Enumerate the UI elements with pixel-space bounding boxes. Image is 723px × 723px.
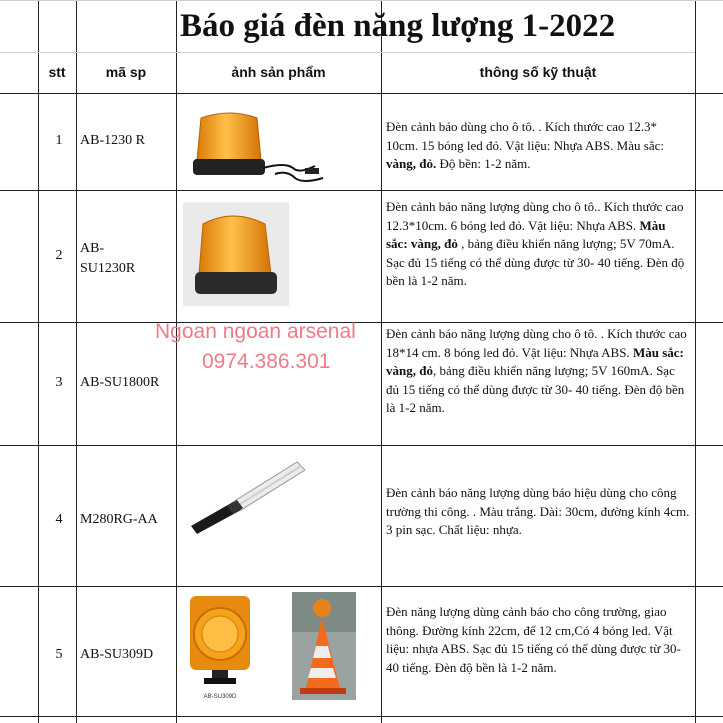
row-line [0,0,723,1]
watermark-phone: 0974.386.301 [202,350,331,373]
row-stt: 3 [55,375,63,390]
row-line [0,586,723,587]
row-stt: 4 [55,512,63,527]
row-spec: Đèn cảnh báo dùng cho ô tô. . Kích thước cao 12.3* 10cm. 15 bóng led đỏ. Vật liệu: Nhựa ABS. Màu sắc: vàng, đỏ. Độ bền: 1-2 năm. [386,119,664,171]
warning-light-image [183,202,289,306]
header-stt: stt [48,64,66,80]
col-line [695,0,696,723]
traffic-cone-image [292,592,356,700]
header-image: ảnh sản phẩm [231,64,326,80]
row-stt: 1 [55,133,63,148]
col-line [381,0,382,723]
row-spec: Đèn cảnh báo năng lượng dùng cho ô tô. . Kích thước cao 18*14 cm. 8 bóng led đỏ. Vật liệu: Nhựa ABS. Màu sắc: vàng, đỏ, bảng điều khiển năng lượng; 5V 160mA. Sạc đủ 15 tiếng có thể dùng được từ 30- 40 tiếng. Đèn độ bền là 1-2 năm. [386,326,687,415]
row-line [0,52,695,53]
row-code: M280RG-AA [80,512,158,527]
row-spec: Đèn cảnh báo năng lượng dùng cho ô tô.. Kích thước cao 12.3*10cm. 6 bóng led đỏ. Vật liệu: Nhựa ABS. Màu sắc: vàng, đỏ , bảng điều khiển năng lượng; 5V 70mA. Sạc đủ 15 tiếng có thể dùng được từ 30- 40 tiếng. Đèn độ bền là 1-2 năm. [386,199,685,288]
row-stt: 2 [55,248,63,263]
image-label: AB-SU309D [203,694,237,700]
row-code: AB-1230 R [80,133,145,148]
col-line [38,0,39,723]
road-light-image [184,592,256,702]
row-line [0,93,723,94]
row-spec: Đèn cảnh báo năng lượng dùng báo hiệu dùng cho công trường thi công. . Màu trắng. Dài: 30cm, đường kính 4cm. 3 pin sạc. Chất liệu: nhựa. [386,485,690,537]
row-stt: 5 [55,647,63,662]
header-code: mã sp [105,64,147,80]
row-line [0,445,723,446]
warning-light-image [175,104,335,186]
row-code: AB- SU1230R [80,241,136,276]
col-line [76,0,77,723]
row-line [0,190,723,191]
row-code: AB-SU309D [80,647,154,662]
row-line [0,716,723,717]
header-spec: thông số kỹ thuật [479,64,597,80]
row-line [0,322,723,323]
baton-light-image [185,456,315,538]
watermark-name: Ngoan ngoan arsenal [155,320,356,343]
page-title: Báo giá đèn năng lượng 1-2022 [180,8,616,44]
row-code: AB-SU1800R [80,375,160,390]
row-spec: Đèn năng lượng dùng cảnh báo cho công trường, giao thông. Đường kính 22cm, đế 12 cm,Có 4 bóng led. Vật liệu: nhựa ABS. Sạc đủ 15 tiếng có thể dùng được từ 30- 40 tiếng. Đèn độ bền là 1-2 năm. [386,604,681,675]
